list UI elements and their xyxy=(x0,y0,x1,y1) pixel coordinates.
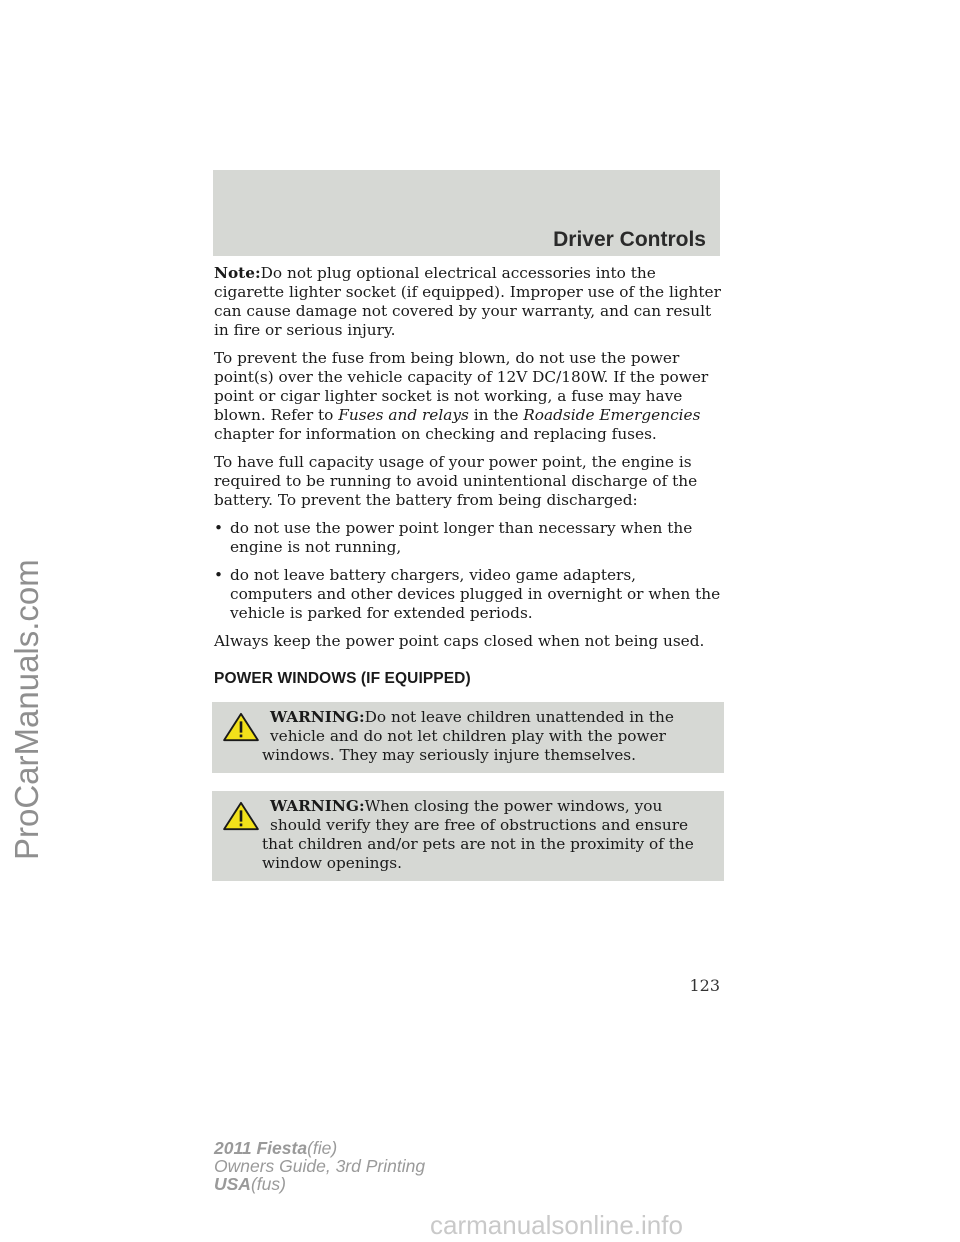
caps-paragraph: Always keep the power point caps closed when not being used. xyxy=(214,632,705,650)
bullet-list xyxy=(214,519,722,623)
warning-text xyxy=(218,797,716,873)
fuse-ref-2: Roadside Emergencies xyxy=(523,406,701,424)
footer-line-1: 2011 Fiesta(fie) xyxy=(214,1138,338,1158)
footer-line-3: USA(fus) xyxy=(214,1174,286,1194)
chapter-header-band xyxy=(213,170,720,256)
warning-label: WARNING: xyxy=(270,708,365,726)
note-text: Do not plug optional electrical accessories into the cigarette lighter socket (if equipped). Improper use of the lighter can cause damage not covered by your warranty, and can result in fire or serious injury. xyxy=(214,264,721,339)
warning-body: When closing the power windows, you should verify they are free of obstructions and ensure that children and/or pets are not in the proximity of the window openings. xyxy=(262,797,694,872)
section-title: POWER WINDOWS (IF EQUIPPED) xyxy=(214,670,471,687)
note-paragraph xyxy=(214,264,722,340)
page-number: 123 xyxy=(689,976,720,995)
side-watermark: ProCarManuals.com xyxy=(8,559,45,860)
bullet-icon: • xyxy=(214,566,224,584)
fuse-text-2: in the xyxy=(473,406,519,424)
footer-imprint xyxy=(214,1139,425,1193)
footer-line-2: Owners Guide, 3rd Printing xyxy=(214,1156,426,1176)
warning-box xyxy=(212,791,724,881)
chapter-title: Driver Controls xyxy=(553,228,706,251)
warning-text xyxy=(218,708,716,765)
bottom-watermark: carmanualsonline.info xyxy=(430,1210,683,1240)
note-label: Note: xyxy=(214,264,261,282)
warning-triangle-icon xyxy=(222,801,260,831)
warning-box xyxy=(212,702,724,773)
capacity-paragraph: To have full capacity usage of your power point, the engine is required to be running to avoid unintentional discharge of the battery. To prevent the battery from being discharged: xyxy=(214,453,698,509)
fuse-text-1: To prevent the fuse from being blown, do not use the power point(s) over the vehicle capacity of 12V DC/180W. If the power point or cigar lighter socket is not working, a fuse may have blown. Refer to xyxy=(214,349,709,424)
fuse-paragraph xyxy=(214,349,722,444)
list-item: • do not leave battery chargers, video game adapters, computers and other devices plugged in overnight or when the vehicle is parked for extended periods. xyxy=(214,566,721,622)
warning-label: WARNING: xyxy=(270,797,365,815)
page-content xyxy=(214,264,722,899)
list-item: • do not use the power point longer than necessary when the engine is not running, xyxy=(214,519,693,556)
fuse-ref-1: Fuses and relays xyxy=(338,406,469,424)
warning-body: Do not leave children unattended in the vehicle and do not let children play with the power windows. They may seriously injure themselves. xyxy=(262,708,674,764)
bullet-icon: • xyxy=(214,519,224,537)
warning-triangle-icon xyxy=(222,712,260,742)
fuse-text-3: chapter for information on checking and replacing fuses. xyxy=(214,425,657,443)
